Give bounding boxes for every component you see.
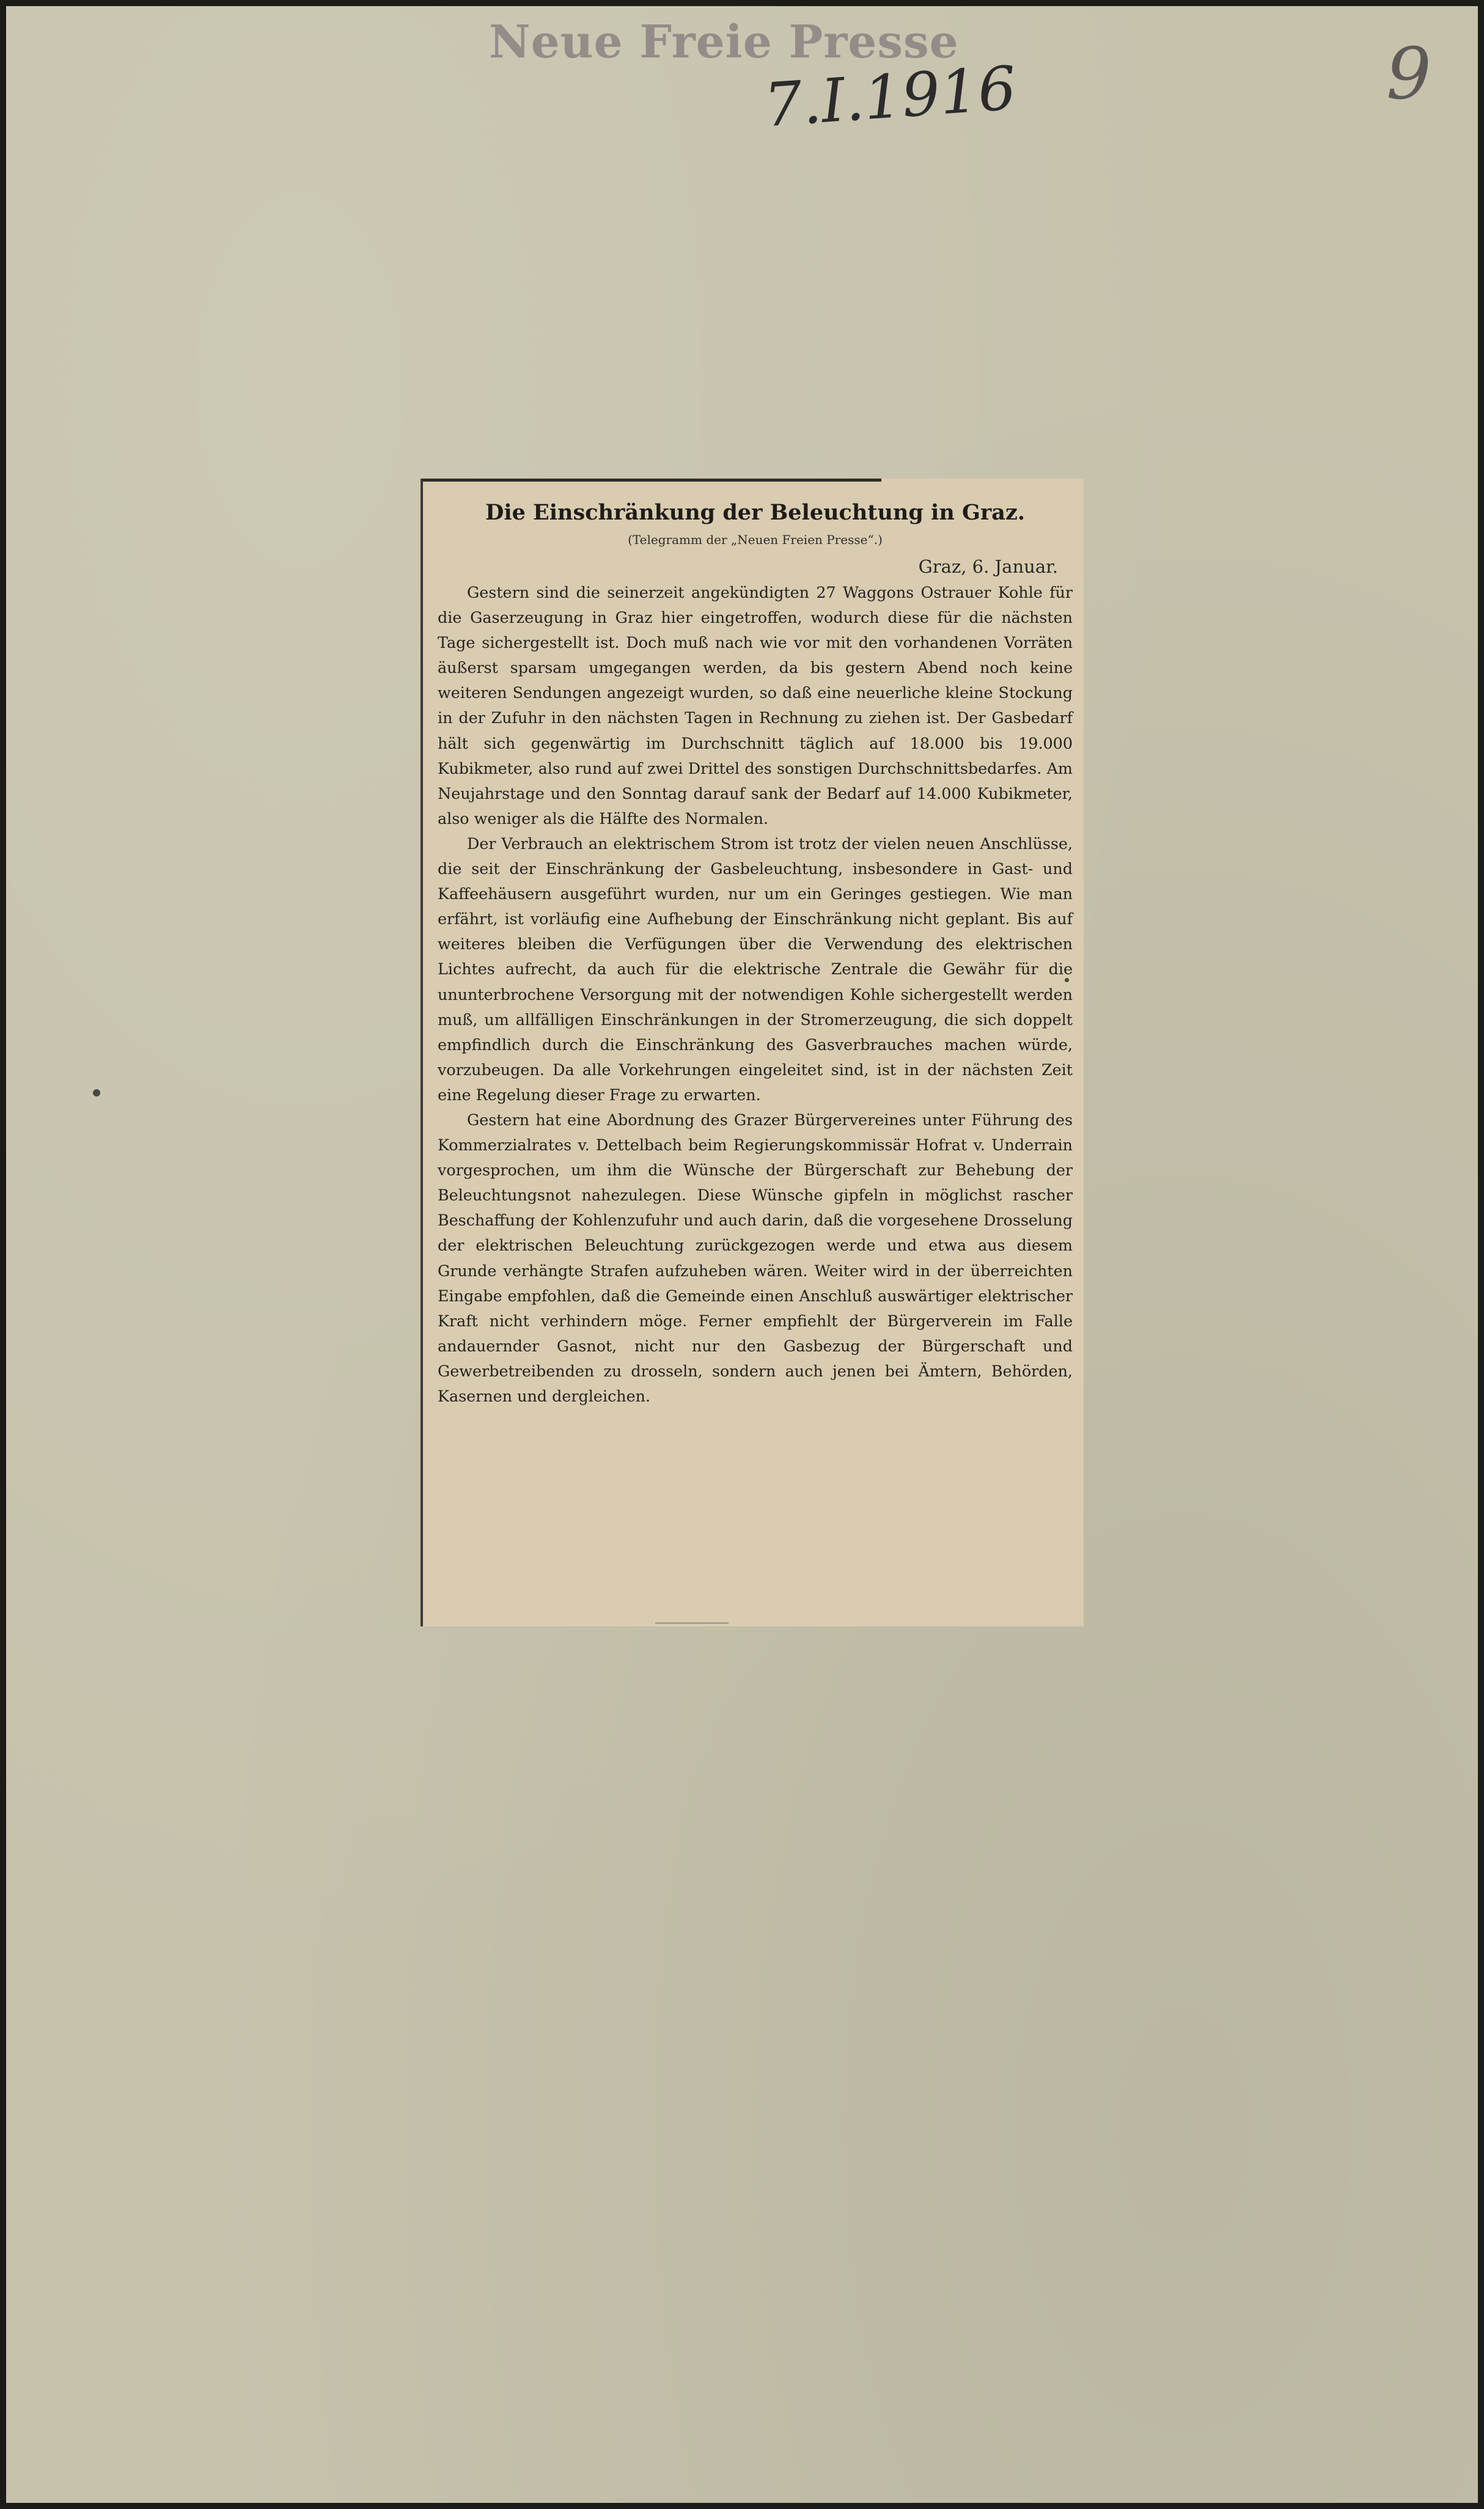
- newspaper-clipping: [421, 479, 1084, 1626]
- clipping-edge-mark: [655, 1622, 729, 1624]
- paper-speck: [1065, 978, 1069, 982]
- folio-number: 9: [1386, 33, 1431, 116]
- article-paragraph-1: Gestern sind die seinerzeit angekündigten 27 Waggons Ostrauer Kohle für die Gaserzeugung in Graz hier eingetroffen, wodurch diese für die nächsten Tage sichergestellt ist. Doch muß nach wie vor mit den vorhandenen Vorräten äußerst sparsam umgegangen werden, da bis gestern Abend noch keine weiteren Sendungen angezeigt wurden, so daß eine neuerliche kleine Stockung in der Zufuhr in den nächsten Tagen in Rechnung zu ziehen ist. Der Gasbedarf hält sich gegenwärtig im Durchschnitt täglich auf 18.000 bis 19.000 Kubikmeter, also rund auf zwei Drittel des sonstigen Durchschnittsbedarfes. Am Neujahrstage und den Sonntag darauf sank der Bedarf auf 14.000 Kubikmeter, also weniger als die Hälfte des Normalen.: [438, 583, 1073, 828]
- article-subheading: (Telegramm der „Neuen Freien Presse“.): [628, 532, 883, 547]
- article-dateline: Graz, 6. Januar.: [918, 556, 1058, 577]
- newspaper-stamp: Neue Freie Presse: [489, 16, 959, 68]
- handwritten-date: 7.I.1916: [762, 53, 1019, 141]
- clipping-rule: [423, 479, 881, 482]
- article-paragraph-2: Der Verbrauch an elektrischem Strom ist trotz der vielen neuen Anschlüsse, die seit der Einschränkung der Gasbeleuchtung, insbesondere in Gast- und Kaffeehäusern ausgeführt wurden, nur um ein Geringes gestiegen. Wie man erfährt, ist vorläufig eine Aufhebung der Einschränkung nicht geplant. Bis auf weiteres bleiben die Verfügungen über die Verwendung des elektrischen Lichtes aufrecht, da auch für die elektrische Zentrale die Gewähr für die ununterbrochene Versorgung mit der notwendigen Kohle sichergestellt werden muß, um allfälligen Einschränkungen in der Stromerzeugung, die sich doppelt empfindlich durch die Einschränkung des Gasverbrauches machen würde, vorzubeugen. Da alle Vorkehrungen eingeleitet sind, ist in der nächsten Zeit eine Regelung dieser Frage zu erwarten.: [438, 834, 1073, 1104]
- archive-sheet: [6, 6, 1478, 2503]
- article-paragraph-3: Gestern hat eine Abordnung des Grazer Bürgervereines unter Führung des Kommerzialrates v. Dettelbach beim Regierungskommissär Hofrat v. Underrain vorgesprochen, um ihm die Wünsche der Bürgerschaft zur Behebung der Beleuchtungsnot nahezulegen. Diese Wünsche gipfeln in möglichst rascher Beschaffung der Kohlenzufuhr und auch darin, daß die vorgesehene Drosselung der elektrischen Beleuchtung zurückgezogen werde und etwa aus diesem Grunde verhängte Strafen aufzuheben wären. Weiter wird in der überreichten Eingabe empfohlen, daß die Gemeinde einen Anschluß auswärtiger elektrischer Kraft nicht verhindern möge. Ferner empfiehlt der Bürgerverein im Falle andauernder Gasnot, nicht nur den Gasbezug der Bürgerschaft und Gewerbetreibenden zu drosseln, sondern auch jenen bei Ämtern, Behörden, Kasernen und dergleichen.: [438, 1110, 1073, 1405]
- paper-speck: [93, 1089, 100, 1097]
- article-headline: Die Einschränkung der Beleuchtung in Graz.: [485, 500, 1026, 525]
